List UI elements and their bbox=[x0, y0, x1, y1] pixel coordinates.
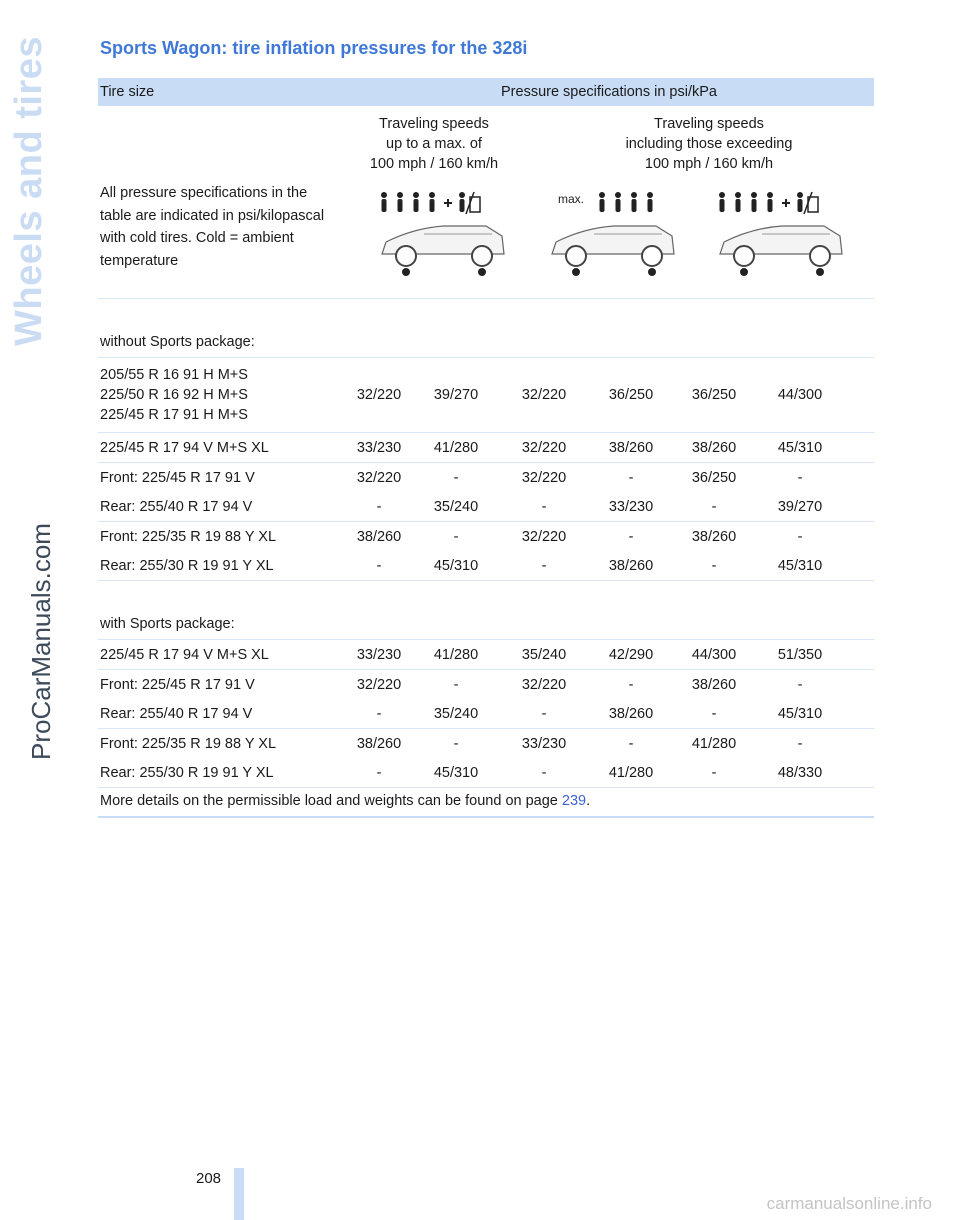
tire-size: Front: 225/45 R 17 91 V bbox=[100, 469, 255, 486]
pressure-value: 41/280 bbox=[433, 439, 479, 456]
table-row bbox=[98, 522, 874, 551]
table-row bbox=[98, 758, 874, 788]
cold-tire-note: All pressure specifications in the table are indicated in psi/kilopascal with cold tires. Cold = ambient temperature bbox=[100, 185, 325, 269]
pressure-value: 32/220 bbox=[356, 387, 402, 403]
pressure-value: 51/350 bbox=[777, 646, 823, 663]
pressure-value: - bbox=[541, 764, 547, 781]
tire-size: 225/45 R 17 94 V M+S XL bbox=[100, 646, 269, 663]
pressure-value: 42/290 bbox=[608, 646, 654, 663]
pressure-value: - bbox=[376, 764, 382, 781]
car-load-max-illustration bbox=[544, 184, 682, 284]
tire-size: 225/45 R 17 94 V M+S XL bbox=[100, 439, 269, 456]
pressure-value: 45/310 bbox=[433, 557, 479, 574]
pressure-value: 38/260 bbox=[691, 528, 737, 545]
tire-size: Rear: 255/30 R 19 91 Y XL bbox=[100, 764, 274, 781]
max-label: max. bbox=[558, 192, 585, 206]
table-row bbox=[98, 729, 874, 758]
pressure-value: - bbox=[797, 735, 803, 752]
pressure-value: 32/220 bbox=[521, 676, 567, 693]
tire-size: Front: 225/35 R 19 88 Y XL bbox=[100, 528, 277, 545]
pressure-value: 45/310 bbox=[433, 764, 479, 781]
table-row bbox=[98, 492, 874, 522]
pressure-value: - bbox=[711, 557, 717, 574]
pressure-value: 32/220 bbox=[521, 528, 567, 545]
tire-size: 205/55 R 16 91 H M+S 225/50 R 16 92 H M+S 225/45 R 17 91 H M+S bbox=[100, 367, 248, 423]
pressure-value: - bbox=[711, 764, 717, 781]
pressure-value: 32/220 bbox=[521, 439, 567, 456]
pressure-value: 45/310 bbox=[777, 557, 823, 574]
pressure-value: - bbox=[376, 705, 382, 722]
pressure-value: 36/250 bbox=[691, 387, 737, 403]
pressure-value: - bbox=[628, 676, 634, 693]
pressure-value: 38/260 bbox=[356, 735, 402, 752]
page-link[interactable]: 239 bbox=[561, 793, 587, 809]
watermark: carmanualsonline.info bbox=[766, 1194, 932, 1213]
pressure-value: 39/270 bbox=[433, 387, 479, 403]
pressure-value: 38/260 bbox=[608, 439, 654, 456]
pressure-value: 33/230 bbox=[356, 439, 402, 456]
speed-header-row bbox=[98, 106, 874, 176]
tire-size: Front: 225/45 R 17 91 V bbox=[100, 676, 255, 693]
pressure-table bbox=[98, 78, 874, 818]
pressure-value: - bbox=[797, 676, 803, 693]
pressure-value: 38/260 bbox=[691, 676, 737, 693]
table-row bbox=[98, 358, 874, 433]
pressure-value: - bbox=[453, 735, 459, 752]
side-brand-text: ProCarManuals.com bbox=[26, 523, 56, 760]
pressure-value: - bbox=[797, 528, 803, 545]
table-row bbox=[98, 699, 874, 729]
pressure-value: 39/270 bbox=[777, 498, 823, 515]
pressure-value: 35/240 bbox=[433, 498, 479, 515]
tire-size: Rear: 255/40 R 17 94 V bbox=[100, 705, 253, 722]
pressure-value: 36/250 bbox=[608, 387, 654, 403]
pressure-value: - bbox=[628, 469, 634, 486]
pressure-value: - bbox=[711, 705, 717, 722]
table-row bbox=[98, 433, 874, 463]
pressure-value: - bbox=[453, 469, 459, 486]
speed-high-label: Traveling speeds including those exceeding 100 mph / 160 km/h bbox=[625, 116, 793, 172]
section-side-title: Wheels and tires bbox=[8, 36, 50, 346]
page-marker-bar bbox=[234, 1168, 244, 1220]
pressure-value: 41/280 bbox=[691, 735, 737, 752]
pressure-value: 45/310 bbox=[777, 439, 823, 456]
page-number: 208 bbox=[196, 1170, 222, 1187]
pressure-value: 32/220 bbox=[521, 387, 567, 403]
pressure-value: 32/220 bbox=[521, 469, 567, 486]
pressure-value: 38/260 bbox=[608, 557, 654, 574]
pressure-value: - bbox=[376, 498, 382, 515]
load-illustration-row bbox=[98, 176, 874, 299]
table-row bbox=[98, 463, 874, 492]
pressure-value: 33/230 bbox=[356, 646, 402, 663]
pressure-value: 35/240 bbox=[521, 646, 567, 663]
table-row bbox=[98, 640, 874, 670]
pressure-value: - bbox=[628, 528, 634, 545]
pressure-value: - bbox=[541, 705, 547, 722]
pressure-value: - bbox=[541, 557, 547, 574]
page-heading: Sports Wagon: tire inflation pressures for the 328i bbox=[100, 38, 528, 58]
pressure-value: - bbox=[541, 498, 547, 515]
section-without-sports: without Sports package: bbox=[98, 299, 874, 358]
pressure-value: 38/260 bbox=[691, 439, 737, 456]
header-tire-size: Tire size bbox=[100, 84, 155, 100]
section-with-sports: with Sports package: bbox=[98, 581, 874, 640]
pressure-value: 41/280 bbox=[608, 764, 654, 781]
pressure-value: 48/330 bbox=[777, 764, 823, 781]
footnote-row bbox=[98, 788, 874, 818]
pressure-value: 32/220 bbox=[356, 676, 402, 693]
pressure-value: - bbox=[453, 676, 459, 693]
pressure-value: 33/230 bbox=[608, 498, 654, 515]
table-row bbox=[98, 670, 874, 699]
pressure-value: 45/310 bbox=[777, 705, 823, 722]
tire-size: Rear: 255/40 R 17 94 V bbox=[100, 498, 253, 515]
pressure-value: 36/250 bbox=[691, 469, 737, 486]
pressure-value: 41/280 bbox=[433, 646, 479, 663]
pressure-value: - bbox=[376, 557, 382, 574]
pressure-value: - bbox=[797, 469, 803, 486]
pressure-value: 38/260 bbox=[608, 705, 654, 722]
pressure-value: 35/240 bbox=[433, 705, 479, 722]
pressure-value: 44/300 bbox=[691, 646, 737, 663]
pressure-value: 44/300 bbox=[777, 387, 823, 403]
pressure-value: - bbox=[711, 498, 717, 515]
tire-size: Front: 225/35 R 19 88 Y XL bbox=[100, 735, 277, 752]
table-header bbox=[98, 78, 874, 106]
footnote: More details on the permissible load and weights can be found on page 239. bbox=[100, 793, 591, 809]
pressure-value: 38/260 bbox=[356, 528, 402, 545]
pressure-value: 33/230 bbox=[521, 735, 567, 752]
tire-size: Rear: 255/30 R 19 91 Y XL bbox=[100, 557, 274, 574]
pressure-value: - bbox=[628, 735, 634, 752]
table-row bbox=[98, 551, 874, 581]
header-pressure: Pressure specifications in psi/kPa bbox=[501, 84, 717, 100]
speed-low-label: Traveling speeds up to a max. of 100 mph / 160 km/h bbox=[369, 116, 499, 172]
car-load-full-highspeed-illustration bbox=[712, 184, 850, 284]
pressure-value: - bbox=[453, 528, 459, 545]
car-load-full-illustration bbox=[374, 184, 512, 284]
pressure-value: 32/220 bbox=[356, 469, 402, 486]
